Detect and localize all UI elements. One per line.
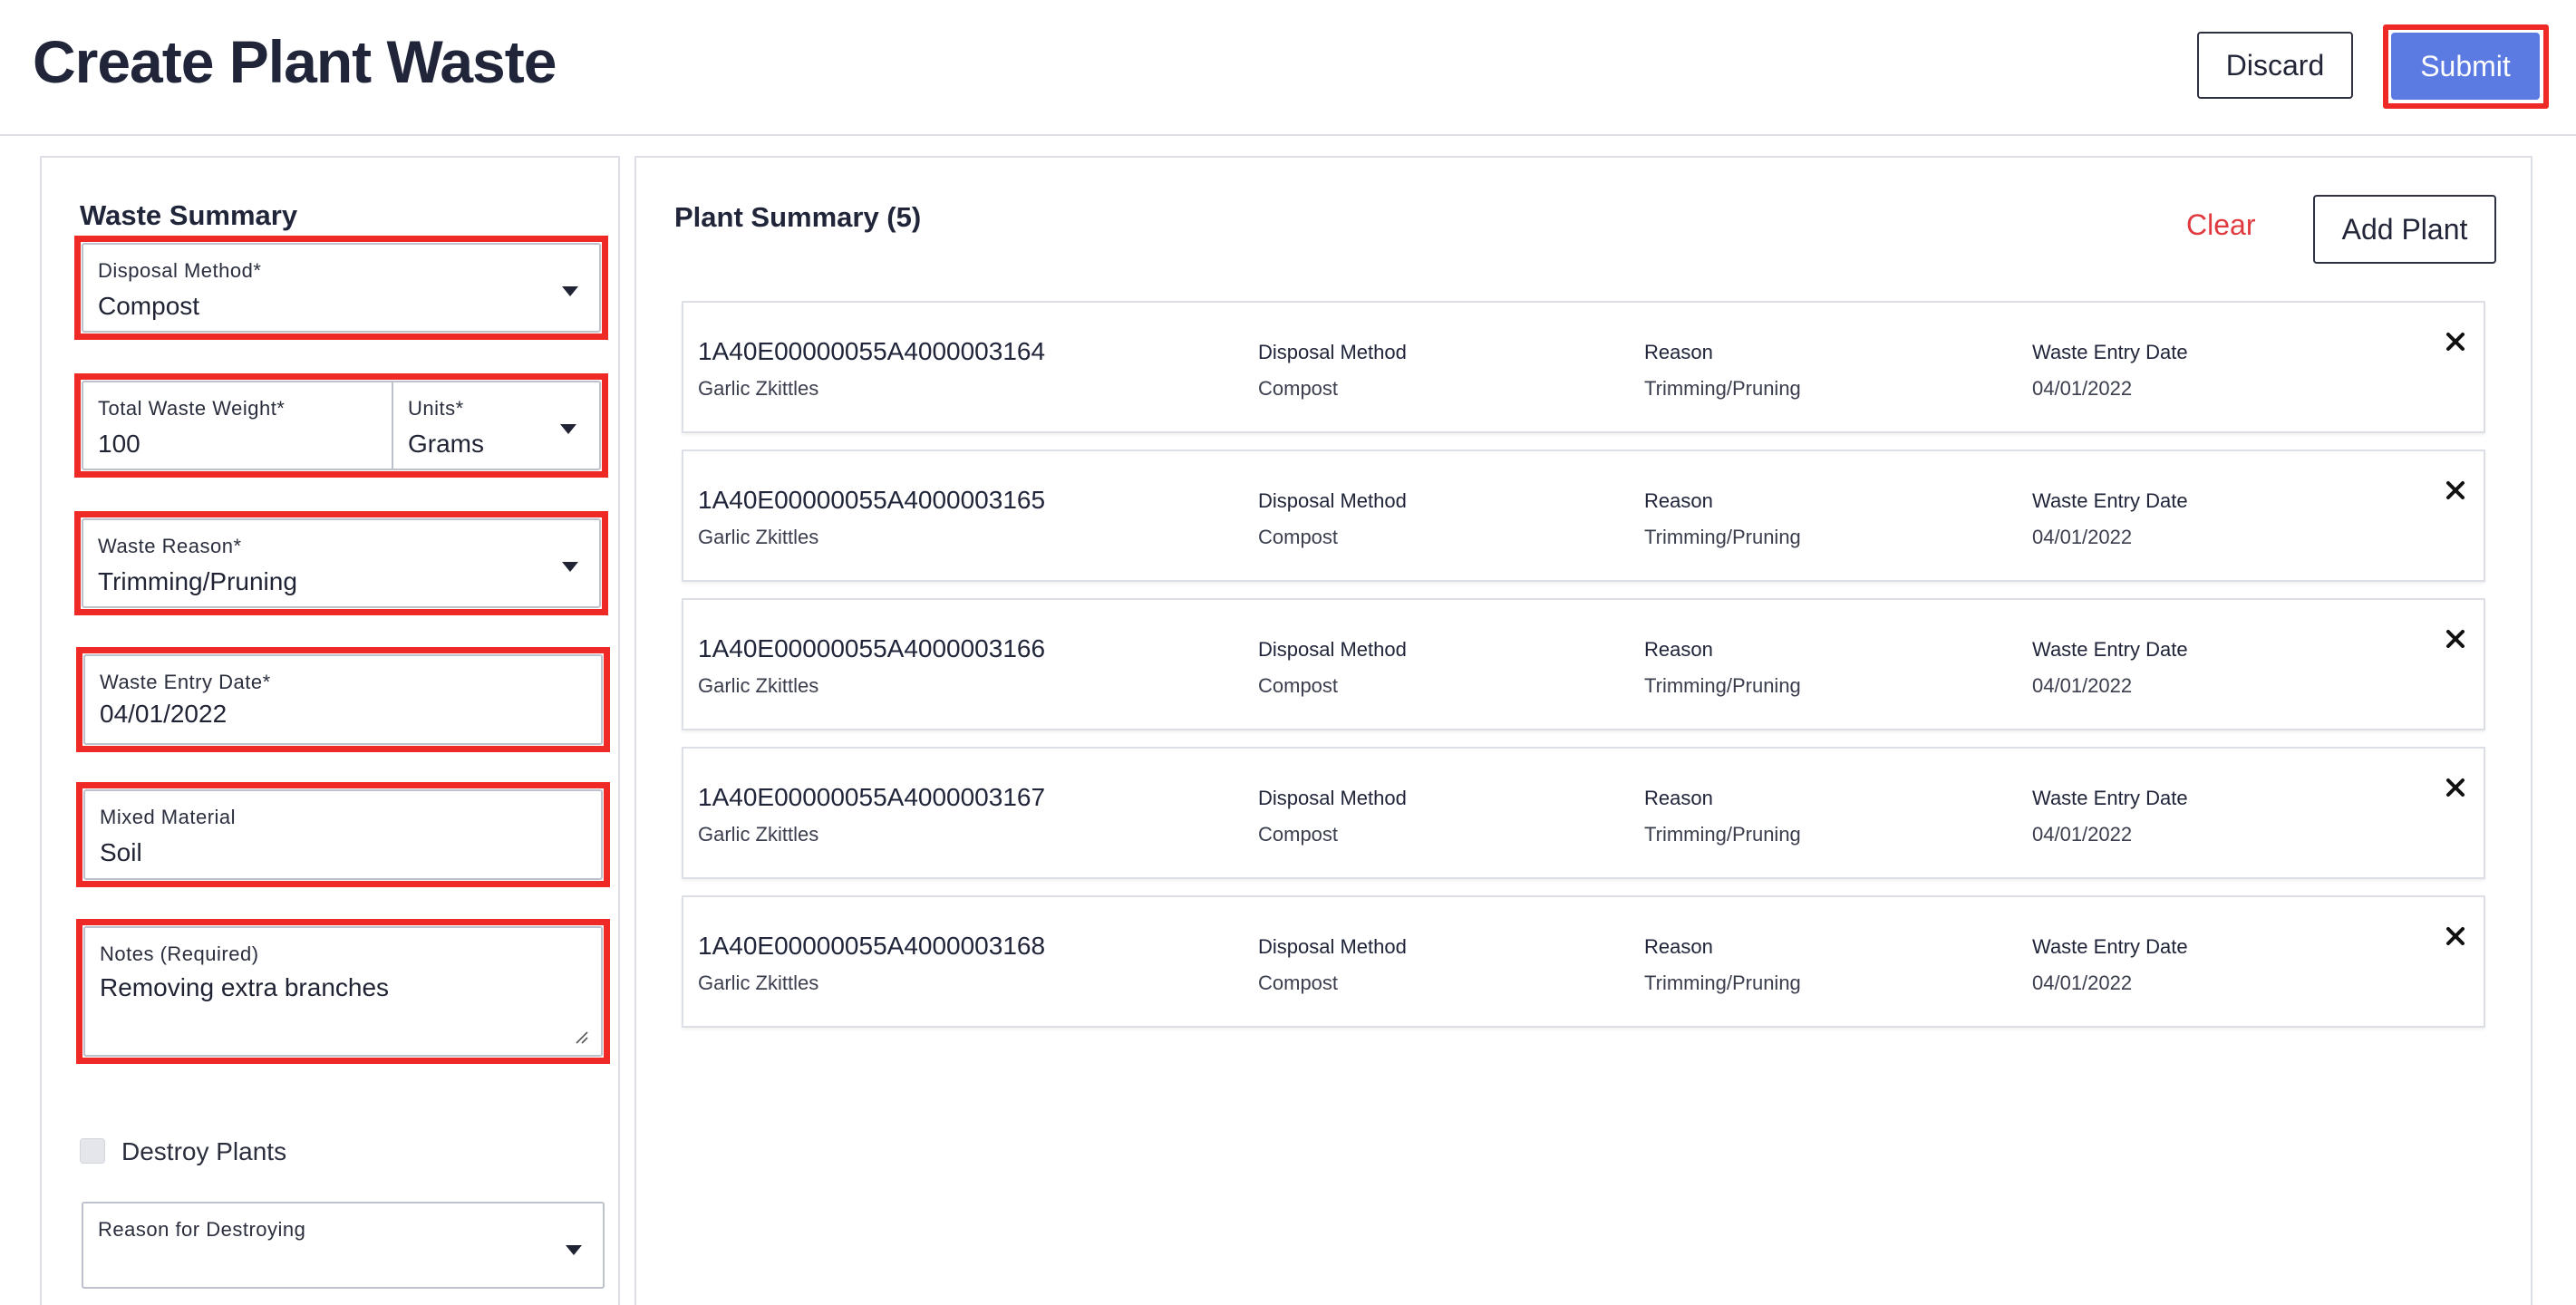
plant-card (682, 450, 2485, 582)
reason-col-label: Reason (1644, 341, 1713, 363)
add-plant-button[interactable]: Add Plant (2313, 195, 2496, 264)
disposal-method-col-label: Disposal Method (1258, 935, 1407, 958)
disposal-method-col-value: Compost (1258, 674, 1339, 697)
plant-summary-panel (634, 156, 2532, 1305)
reason-col-label: Reason (1644, 638, 1713, 661)
disposal-method-col-label: Disposal Method (1258, 341, 1407, 363)
weight-units-group (82, 381, 601, 470)
disposal-method-col-label: Disposal Method (1258, 638, 1407, 661)
disposal-method-col-label: Disposal Method (1258, 489, 1407, 512)
plant-card (682, 301, 2485, 433)
waste-summary-title: Waste Summary (80, 199, 298, 231)
waste-entry-date-col-label: Waste Entry Date (2032, 341, 2188, 363)
reason-col-value: Trimming/Pruning (1644, 972, 1801, 994)
waste-entry-date-col-value: 04/01/2022 (2032, 823, 2133, 846)
page-title: Create Plant Waste (33, 28, 557, 95)
units-value: Grams (408, 430, 484, 458)
disposal-method-col-value: Compost (1258, 823, 1339, 846)
waste-entry-date-col-label: Waste Entry Date (2032, 935, 2188, 958)
waste-entry-date-col-value: 04/01/2022 (2032, 377, 2133, 400)
mixed-material-input[interactable] (83, 789, 603, 880)
close-icon[interactable] (2442, 774, 2469, 801)
total-waste-weight-label: Total Waste Weight* (98, 397, 286, 420)
plant-id: 1A40E00000055A4000003164 (698, 337, 1046, 365)
close-icon[interactable] (2442, 477, 2469, 504)
disposal-method-col-value: Compost (1258, 972, 1339, 994)
waste-entry-date-col-value: 04/01/2022 (2032, 674, 2133, 697)
plant-card (682, 747, 2485, 879)
reason-col-label: Reason (1644, 787, 1713, 809)
reason-for-destroying-label: Reason for Destroying (98, 1218, 306, 1241)
notes-textarea[interactable] (83, 926, 603, 1057)
waste-summary-panel (40, 156, 620, 1305)
close-icon[interactable] (2442, 328, 2469, 355)
reason-col-value: Trimming/Pruning (1644, 377, 1801, 400)
reason-for-destroying-select[interactable] (82, 1202, 605, 1289)
submit-button[interactable]: Submit (2391, 33, 2540, 100)
reason-col-label: Reason (1644, 935, 1713, 958)
reason-col-label: Reason (1644, 489, 1713, 512)
plant-card (682, 895, 2485, 1028)
waste-entry-date-col-label: Waste Entry Date (2032, 787, 2188, 809)
plant-strain: Garlic Zkittles (698, 972, 819, 994)
units-label: Units* (408, 397, 464, 420)
waste-reason-label: Waste Reason* (98, 535, 242, 557)
waste-reason-value: Trimming/Pruning (98, 567, 297, 595)
disposal-method-col-value: Compost (1258, 526, 1339, 548)
plant-strain: Garlic Zkittles (698, 823, 819, 846)
disposal-method-value: Compost (98, 292, 200, 320)
mixed-material-value: Soil (100, 838, 142, 866)
waste-entry-date-label: Waste Entry Date* (100, 671, 271, 693)
destroy-plants-label: Destroy Plants (121, 1137, 287, 1165)
total-waste-weight-input[interactable] (83, 382, 392, 469)
plant-strain: Garlic Zkittles (698, 526, 819, 548)
waste-entry-date-input[interactable] (83, 654, 603, 745)
caret-down-icon (562, 562, 578, 572)
plant-card (682, 598, 2485, 730)
plant-summary-title: Plant Summary (5) (674, 201, 922, 233)
disposal-method-label: Disposal Method* (98, 259, 262, 282)
resize-handle-icon[interactable] (574, 1030, 588, 1044)
notes-value: Removing extra branches (100, 973, 390, 1001)
close-icon[interactable] (2442, 625, 2469, 652)
waste-entry-date-col-label: Waste Entry Date (2032, 638, 2188, 661)
reason-col-value: Trimming/Pruning (1644, 823, 1801, 846)
page-header (0, 0, 2576, 136)
total-waste-weight-value: 100 (98, 430, 140, 458)
waste-entry-date-col-label: Waste Entry Date (2032, 489, 2188, 512)
plant-id: 1A40E00000055A4000003165 (698, 486, 1046, 514)
destroy-plants-checkbox[interactable] (80, 1138, 105, 1164)
disposal-method-col-value: Compost (1258, 377, 1339, 400)
caret-down-icon (560, 424, 576, 434)
disposal-method-select[interactable] (82, 243, 601, 333)
units-select[interactable] (393, 382, 599, 469)
clear-button[interactable]: Clear (2186, 208, 2256, 241)
waste-entry-date-value: 04/01/2022 (100, 700, 228, 728)
waste-entry-date-col-value: 04/01/2022 (2032, 526, 2133, 548)
disposal-method-col-label: Disposal Method (1258, 787, 1407, 809)
plant-id: 1A40E00000055A4000003166 (698, 634, 1046, 662)
caret-down-icon (562, 286, 578, 296)
plant-strain: Garlic Zkittles (698, 674, 819, 697)
caret-down-icon (566, 1245, 582, 1255)
discard-button[interactable]: Discard (2197, 32, 2353, 99)
notes-label: Notes (Required) (100, 942, 259, 965)
waste-entry-date-col-value: 04/01/2022 (2032, 972, 2133, 994)
reason-col-value: Trimming/Pruning (1644, 526, 1801, 548)
mixed-material-label: Mixed Material (100, 806, 237, 828)
plant-id: 1A40E00000055A4000003167 (698, 783, 1046, 811)
plant-id: 1A40E00000055A4000003168 (698, 932, 1046, 960)
plant-strain: Garlic Zkittles (698, 377, 819, 400)
reason-col-value: Trimming/Pruning (1644, 674, 1801, 697)
close-icon[interactable] (2442, 923, 2469, 950)
waste-reason-select[interactable] (82, 518, 601, 608)
